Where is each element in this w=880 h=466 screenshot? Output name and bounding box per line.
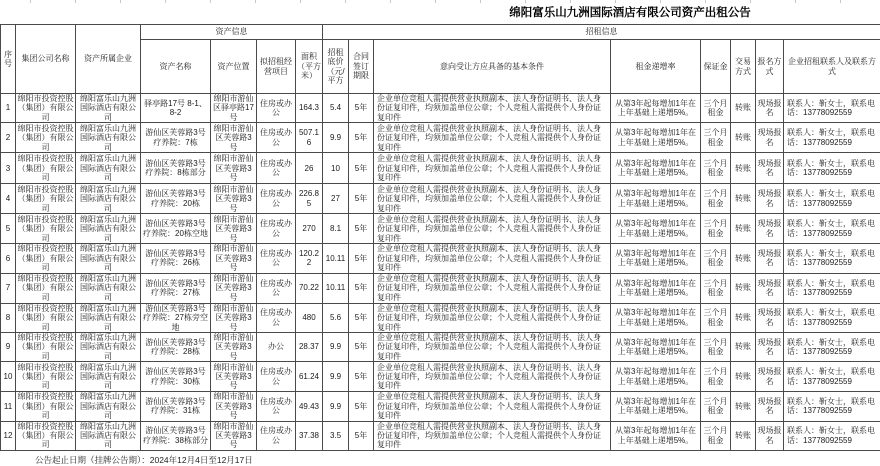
cell-area: 120.22 xyxy=(296,244,323,273)
cell-asset-name: 游仙区芙蓉路3号疗养院：27栋旁空地 xyxy=(141,303,211,332)
cell-company: 绵阳市投资控股（集团）有限公司 xyxy=(16,214,76,244)
cell-signup: 现场报名 xyxy=(756,392,784,421)
cell-increase: 从第3年起每增加1年在上年基础上递增5%。 xyxy=(611,421,701,450)
cell-term: 5年 xyxy=(349,244,374,273)
cell-contact: 联系人：靳女士，联系电话：13778092559 xyxy=(784,214,880,244)
cell-conditions: 企业单位竞租人需提供营业执照副本、法人身份证明书、法人身份证复印件，均须加盖单位公章；个人竞租人需提供个人身份证复印件 xyxy=(374,392,611,421)
cell-seq: 9 xyxy=(1,332,16,361)
cell-term: 5年 xyxy=(349,332,374,361)
table-row xyxy=(1,153,880,184)
header-signup: 报名方式 xyxy=(756,40,784,94)
cell-seq: 5 xyxy=(1,214,16,244)
header-project: 拟招租经营项目 xyxy=(257,40,296,94)
cell-deposit: 三个月租金 xyxy=(701,153,731,184)
header-seq: 序号 xyxy=(1,25,16,94)
cell-price: 9.9 xyxy=(323,332,349,361)
cell-price: 3.5 xyxy=(323,421,349,450)
cell-conditions: 企业单位竞租人需提供营业执照副本、法人身份证明书、法人身份证复印件，均须加盖单位公章；个人竞租人需提供个人身份证复印件 xyxy=(374,273,611,303)
cell-price: 5.6 xyxy=(323,303,349,332)
cell-project: 住房或办公 xyxy=(257,362,296,392)
cell-seq: 1 xyxy=(1,94,16,123)
cell-term: 5年 xyxy=(349,362,374,392)
cell-price: 27 xyxy=(323,184,349,214)
cell-signup: 现场报名 xyxy=(756,214,784,244)
cell-signup: 现场报名 xyxy=(756,184,784,214)
header-area: 面积（平方米） xyxy=(296,40,323,94)
cell-asset-name: 游仙区芙蓉路3号疗养院：31栋 xyxy=(141,392,211,421)
cell-company: 绵阳市投资控股（集团）有限公司 xyxy=(16,421,76,450)
cell-conditions: 企业单位竞租人需提供营业执照副本、法人身份证明书、法人身份证复印件，均须加盖单位公章；个人竞租人需提供个人身份证复印件 xyxy=(374,362,611,392)
cell-deposit: 三个月租金 xyxy=(701,244,731,273)
cell-trade: 转账 xyxy=(731,362,756,392)
cell-location: 绵阳市游仙区驿亭路17号 xyxy=(211,94,257,123)
cell-term: 5年 xyxy=(349,123,374,153)
cell-trade: 转账 xyxy=(731,153,756,184)
cell-term: 5年 xyxy=(349,273,374,303)
cell-company: 绵阳市投资控股（集团）有限公司 xyxy=(16,244,76,273)
cell-asset-name: 游仙区芙蓉路3号疗养院：27栋 xyxy=(141,273,211,303)
asset-rental-table xyxy=(0,24,880,451)
cell-increase: 从第3年起每增加1年在上年基础上递增5%。 xyxy=(611,332,701,361)
cell-seq: 2 xyxy=(1,123,16,153)
cell-company: 绵阳市投资控股（集团）有限公司 xyxy=(16,153,76,184)
header-company: 集团公司名称 xyxy=(16,25,76,94)
cell-trade: 转账 xyxy=(731,244,756,273)
cell-asset-name: 游仙区芙蓉路3号疗养院：30栋 xyxy=(141,362,211,392)
cell-seq: 6 xyxy=(1,244,16,273)
cell-term: 5年 xyxy=(349,421,374,450)
header-increase: 租金递增率 xyxy=(611,40,701,94)
table-row xyxy=(1,332,880,361)
cell-trade: 转账 xyxy=(731,214,756,244)
header-location: 资产位置 xyxy=(211,40,257,94)
cell-increase: 从第3年起每增加1年在上年基础上递增5%。 xyxy=(611,303,701,332)
header-group-asset-info: 资产信息 xyxy=(141,25,323,40)
cell-contact: 联系人：靳女士，联系电话：13778092559 xyxy=(784,123,880,153)
table-row xyxy=(1,392,880,421)
cell-area: 61.24 xyxy=(296,362,323,392)
cell-enterprise: 绵阳富乐山九洲国际酒店有限公司 xyxy=(76,184,141,214)
cell-signup: 现场报名 xyxy=(756,362,784,392)
cell-area: 480 xyxy=(296,303,323,332)
cell-contact: 联系人：靳女士，联系电话：13778092559 xyxy=(784,362,880,392)
cell-seq: 11 xyxy=(1,392,16,421)
cell-enterprise: 绵阳富乐山九洲国际酒店有限公司 xyxy=(76,421,141,450)
cell-increase: 从第3年起每增加1年在上年基础上递增5%。 xyxy=(611,153,701,184)
cell-asset-name: 驿亭路17号 8-1、8-2 xyxy=(141,94,211,123)
cell-enterprise: 绵阳富乐山九洲国际酒店有限公司 xyxy=(76,123,141,153)
header-group-rental-info: 招租信息 xyxy=(323,25,880,40)
cell-term: 5年 xyxy=(349,184,374,214)
announcement-period: 公告起止日期（挂牌公告期）：2024年12月4日至12月17日 xyxy=(0,454,880,466)
table-row xyxy=(1,214,880,244)
cell-increase: 从第3年起每增加1年在上年基础上递增5%。 xyxy=(611,362,701,392)
cell-trade: 转账 xyxy=(731,421,756,450)
cell-company: 绵阳市投资控股（集团）有限公司 xyxy=(16,184,76,214)
header-contact: 企业招租联系人及联系方式 xyxy=(784,40,880,94)
cell-conditions: 企业单位竞租人需提供营业执照副本、法人身份证明书、法人身份证复印件，均须加盖单位公章；个人竞租人需提供个人身份证复印件 xyxy=(374,184,611,214)
cell-seq: 12 xyxy=(1,421,16,450)
table-row xyxy=(1,273,880,303)
cell-trade: 转账 xyxy=(731,94,756,123)
cell-enterprise: 绵阳富乐山九洲国际酒店有限公司 xyxy=(76,332,141,361)
cell-price: 8.1 xyxy=(323,214,349,244)
cell-deposit: 三个月租金 xyxy=(701,362,731,392)
header-trade: 交易方式 xyxy=(731,40,756,94)
cell-contact: 联系人：靳女士，联系电话：13778092559 xyxy=(784,153,880,184)
table-row xyxy=(1,123,880,153)
cell-company: 绵阳市投资控股（集团）有限公司 xyxy=(16,273,76,303)
cell-project: 住房或办公 xyxy=(257,421,296,450)
cell-price: 10.11 xyxy=(323,273,349,303)
cell-enterprise: 绵阳富乐山九洲国际酒店有限公司 xyxy=(76,303,141,332)
cell-conditions: 企业单位竞租人需提供营业执照副本、法人身份证明书、法人身份证复印件，均须加盖单位公章；个人竞租人需提供个人身份证复印件 xyxy=(374,214,611,244)
cell-price: 9.9 xyxy=(323,123,349,153)
table-row xyxy=(1,244,880,273)
cell-price: 10.11 xyxy=(323,244,349,273)
cell-seq: 8 xyxy=(1,303,16,332)
cell-contact: 联系人：靳女士，联系电话：13778092559 xyxy=(784,421,880,450)
cell-signup: 现场报名 xyxy=(756,153,784,184)
cell-conditions: 企业单位竞租人需提供营业执照副本、法人身份证明书、法人身份证复印件，均须加盖单位公章；个人竞租人需提供个人身份证复印件 xyxy=(374,244,611,273)
cell-enterprise: 绵阳富乐山九洲国际酒店有限公司 xyxy=(76,153,141,184)
cell-contact: 联系人：靳女士，联系电话：13778092559 xyxy=(784,244,880,273)
cell-location: 绵阳市游仙区芙蓉路3号 xyxy=(211,362,257,392)
cell-term: 5年 xyxy=(349,392,374,421)
cell-deposit: 三个月租金 xyxy=(701,332,731,361)
cell-deposit: 三个月租金 xyxy=(701,273,731,303)
cell-signup: 现场报名 xyxy=(756,244,784,273)
cell-conditions: 企业单位竞租人需提供营业执照副本、法人身份证明书、法人身份证复印件，均须加盖单位公章；个人竞租人需提供个人身份证复印件 xyxy=(374,94,611,123)
header-term: 合同签订期限 xyxy=(349,40,374,94)
cell-increase: 从第3年起每增加1年在上年基础上递增5%。 xyxy=(611,123,701,153)
header-price: 招租底价（元/平方 xyxy=(323,40,349,94)
cell-asset-name: 游仙区芙蓉路3号疗养院：38栋部分 xyxy=(141,421,211,450)
header-asset-name: 资产名称 xyxy=(141,40,211,94)
cell-term: 5年 xyxy=(349,214,374,244)
cell-project: 住房或办公 xyxy=(257,392,296,421)
cell-increase: 从第3年起每增加1年在上年基础上递增5%。 xyxy=(611,184,701,214)
cell-location: 绵阳市游仙区芙蓉路3号 xyxy=(211,303,257,332)
cell-company: 绵阳市投资控股（集团）有限公司 xyxy=(16,362,76,392)
cell-contact: 联系人：靳女士，联系电话：13778092559 xyxy=(784,303,880,332)
table-row xyxy=(1,303,880,332)
table-row xyxy=(1,94,880,123)
cell-conditions: 企业单位竞租人需提供营业执照副本、法人身份证明书、法人身份证复印件，均须加盖单位公章；个人竞租人需提供个人身份证复印件 xyxy=(374,421,611,450)
cell-trade: 转账 xyxy=(731,184,756,214)
cell-project: 住房或办公 xyxy=(257,184,296,214)
cell-area: 507.16 xyxy=(296,123,323,153)
cell-increase: 从第3年起每增加1年在上年基础上递增5%。 xyxy=(611,94,701,123)
cell-company: 绵阳市投资控股（集团）有限公司 xyxy=(16,94,76,123)
cell-project: 住房或办公 xyxy=(257,123,296,153)
cell-deposit: 三个月租金 xyxy=(701,421,731,450)
cell-increase: 从第3年起每增加1年在上年基础上递增5%。 xyxy=(611,273,701,303)
table-body xyxy=(1,94,880,451)
cell-deposit: 三个月租金 xyxy=(701,214,731,244)
cell-area: 37.38 xyxy=(296,421,323,450)
cell-trade: 转账 xyxy=(731,392,756,421)
cell-seq: 7 xyxy=(1,273,16,303)
cell-conditions: 企业单位竞租人需提供营业执照副本、法人身份证明书、法人身份证复印件，均须加盖单位公章；个人竞租人需提供个人身份证复印件 xyxy=(374,332,611,361)
cell-trade: 转账 xyxy=(731,332,756,361)
cell-company: 绵阳市投资控股（集团）有限公司 xyxy=(16,303,76,332)
cell-location: 绵阳市游仙区芙蓉路3号 xyxy=(211,244,257,273)
cell-deposit: 三个月租金 xyxy=(701,123,731,153)
cell-enterprise: 绵阳富乐山九洲国际酒店有限公司 xyxy=(76,94,141,123)
cell-enterprise: 绵阳富乐山九洲国际酒店有限公司 xyxy=(76,392,141,421)
cell-asset-name: 游仙区芙蓉路3号疗养院：20栋空地 xyxy=(141,214,211,244)
cell-deposit: 三个月租金 xyxy=(701,184,731,214)
cell-area: 26 xyxy=(296,153,323,184)
cell-project: 住房或办公 xyxy=(257,94,296,123)
cell-project: 办公 xyxy=(257,332,296,361)
cell-project: 住房或办公 xyxy=(257,153,296,184)
cell-contact: 联系人：靳女士，联系电话：13778092559 xyxy=(784,392,880,421)
cell-project: 住房或办公 xyxy=(257,303,296,332)
cell-company: 绵阳市投资控股（集团）有限公司 xyxy=(16,332,76,361)
cell-area: 164.3 xyxy=(296,94,323,123)
cell-location: 绵阳市游仙区芙蓉路3号 xyxy=(211,123,257,153)
cell-area: 70.22 xyxy=(296,273,323,303)
cell-term: 5年 xyxy=(349,94,374,123)
cell-signup: 现场报名 xyxy=(756,94,784,123)
cell-signup: 现场报名 xyxy=(756,273,784,303)
page-title: 绵阳富乐山九洲国际酒店有限公司资产出租公告 xyxy=(0,3,880,24)
cell-enterprise: 绵阳富乐山九洲国际酒店有限公司 xyxy=(76,214,141,244)
table-row xyxy=(1,421,880,450)
cell-price: 9.9 xyxy=(323,392,349,421)
cell-project: 住房或办公 xyxy=(257,244,296,273)
cell-price: 9.9 xyxy=(323,362,349,392)
cell-signup: 现场报名 xyxy=(756,303,784,332)
cell-seq: 3 xyxy=(1,153,16,184)
cell-asset-name: 游仙区芙蓉路3号疗养院：28栋 xyxy=(141,332,211,361)
cell-location: 绵阳市游仙区芙蓉路3号 xyxy=(211,392,257,421)
cell-company: 绵阳市投资控股（集团）有限公司 xyxy=(16,123,76,153)
cell-company: 绵阳市投资控股（集团）有限公司 xyxy=(16,392,76,421)
cell-trade: 转账 xyxy=(731,273,756,303)
cell-seq: 4 xyxy=(1,184,16,214)
header-deposit: 保证金 xyxy=(701,40,731,94)
cell-signup: 现场报名 xyxy=(756,123,784,153)
cell-signup: 现场报名 xyxy=(756,421,784,450)
cell-asset-name: 游仙区芙蓉路3号疗养院：26栋 xyxy=(141,244,211,273)
cell-price: 5.4 xyxy=(323,94,349,123)
cell-contact: 联系人：靳女士，联系电话：13778092559 xyxy=(784,94,880,123)
cell-location: 绵阳市游仙区芙蓉路3号 xyxy=(211,421,257,450)
cell-location: 绵阳市游仙区芙蓉路3号 xyxy=(211,332,257,361)
table-row xyxy=(1,362,880,392)
cell-seq: 10 xyxy=(1,362,16,392)
cell-increase: 从第3年起每增加1年在上年基础上递增5%。 xyxy=(611,214,701,244)
cell-conditions: 企业单位竞租人需提供营业执照副本、法人身份证明书、法人身份证复印件，均须加盖单位公章；个人竞租人需提供个人身份证复印件 xyxy=(374,303,611,332)
cell-deposit: 三个月租金 xyxy=(701,303,731,332)
cell-increase: 从第3年起每增加1年在上年基础上递增5%。 xyxy=(611,392,701,421)
cell-increase: 从第3年起每增加1年在上年基础上递增5%。 xyxy=(611,244,701,273)
cell-area: 226.85 xyxy=(296,184,323,214)
cell-contact: 联系人：靳女士，联系电话：13778092559 xyxy=(784,273,880,303)
cell-term: 5年 xyxy=(349,303,374,332)
cell-deposit: 三个月租金 xyxy=(701,94,731,123)
cell-term: 5年 xyxy=(349,153,374,184)
cell-trade: 转账 xyxy=(731,303,756,332)
cell-location: 绵阳市游仙区芙蓉路3号 xyxy=(211,214,257,244)
cell-project: 住房或办公 xyxy=(257,214,296,244)
cell-location: 绵阳市游仙区芙蓉路3号 xyxy=(211,184,257,214)
header-enterprise: 资产所属企业 xyxy=(76,25,141,94)
cell-enterprise: 绵阳富乐山九洲国际酒店有限公司 xyxy=(76,273,141,303)
cell-area: 49.43 xyxy=(296,392,323,421)
cell-area: 28.37 xyxy=(296,332,323,361)
cell-area: 270 xyxy=(296,214,323,244)
cell-deposit: 三个月租金 xyxy=(701,392,731,421)
cell-trade: 转账 xyxy=(731,123,756,153)
cell-enterprise: 绵阳富乐山九洲国际酒店有限公司 xyxy=(76,244,141,273)
cell-asset-name: 游仙区芙蓉路3号疗养院：8栋部分 xyxy=(141,153,211,184)
cell-price: 10 xyxy=(323,153,349,184)
cell-contact: 联系人：靳女士，联系电话：13778092559 xyxy=(784,332,880,361)
cell-asset-name: 游仙区芙蓉路3号疗养院：7栋 xyxy=(141,123,211,153)
cell-project: 住房或办公 xyxy=(257,273,296,303)
cell-location: 绵阳市游仙区芙蓉路3号 xyxy=(211,153,257,184)
header-conditions: 意向受让方应具备的基本条件 xyxy=(374,40,611,94)
cell-signup: 现场报名 xyxy=(756,332,784,361)
cell-conditions: 企业单位竞租人需提供营业执照副本、法人身份证明书、法人身份证复印件，均须加盖单位公章；个人竞租人需提供个人身份证复印件 xyxy=(374,153,611,184)
cell-contact: 联系人：靳女士，联系电话：13778092559 xyxy=(784,184,880,214)
cell-enterprise: 绵阳富乐山九洲国际酒店有限公司 xyxy=(76,362,141,392)
cell-location: 绵阳市游仙区芙蓉路3号 xyxy=(211,273,257,303)
table-row xyxy=(1,184,880,214)
cell-conditions: 企业单位竞租人需提供营业执照副本、法人身份证明书、法人身份证复印件，均须加盖单位公章；个人竞租人需提供个人身份证复印件 xyxy=(374,123,611,153)
cell-asset-name: 游仙区芙蓉路3号疗养院：20栋 xyxy=(141,184,211,214)
